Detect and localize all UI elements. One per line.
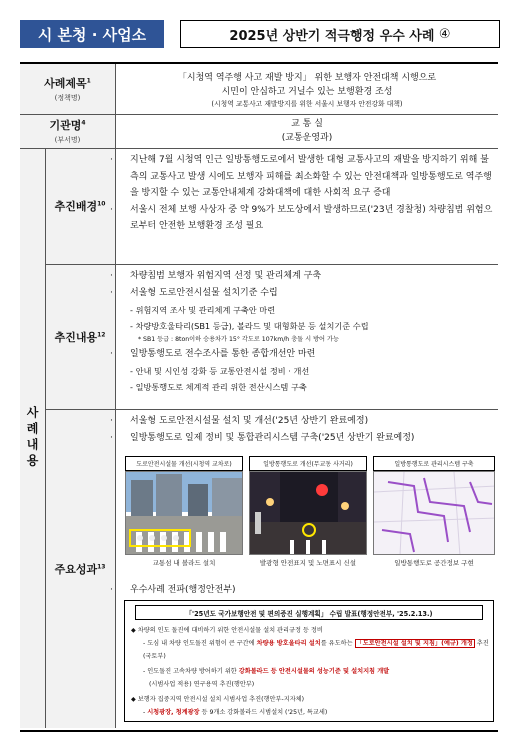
- content-bullet-1: · 차량침범 보행자 위험지역 선정 및 관리체계 구축: [120, 268, 494, 285]
- box-item-1b: - 인도돌진 고속차량 방어하기 위한 강화볼라드 등 안전시설물의 성능기준 및 설치지침 개발 (시범사업 적용) 연구용역 추진(행안부): [143, 668, 390, 688]
- photo-caption-3: 일방통행도로 관리시스템 구축: [373, 456, 495, 471]
- results-bullet-1: · 서울형 도로안전시설물 설치 및 개선('25년 상반기 완료예정): [120, 413, 496, 430]
- side-label-text: 사례내용: [25, 406, 39, 470]
- photo-sub-2: 발광형 안전표지 및 노면표시 신설: [259, 559, 357, 567]
- photo-sub-1: 교통섬 내 볼라드 설치: [152, 559, 216, 567]
- footnote-mark: 10: [97, 200, 106, 208]
- bullet-icon: ·: [110, 349, 113, 359]
- content-note: * SB1 등급 : 8ton이하 승용차가 15° 각도로 107km/h 충돌 시 방어 가능: [138, 336, 339, 343]
- content-bullet-2: · 서울형 도로안전시설물 설치기준 수립: [120, 285, 494, 302]
- bullet-icon: ·: [110, 271, 113, 281]
- footnote-mark: 13: [97, 562, 106, 570]
- ministry-plan-items: [131, 625, 489, 719]
- box-item-1: ◆ 차량의 인도 돌진에 대비하기 위한 안전시설물 설치 관리규정 등 정비: [131, 627, 323, 634]
- category-badge: 시 본청 · 사업소: [20, 20, 164, 48]
- background-bullet-2: · 서울시 전체 보행 사상자 중 약 9%가 보도상에서 발생하므로('23년 경찰청) 차량침범 위험으로부터 안전한 보행환경 조성 필요: [120, 202, 494, 235]
- diamond-icon: ◆: [131, 627, 136, 634]
- agency-dept: (교통운영과): [281, 133, 333, 143]
- results-label-text: 주요성과: [54, 562, 98, 576]
- ministry-plan-box: [124, 600, 494, 722]
- document-title-text: 2025년 상반기 적극행정 우수 사례: [229, 28, 435, 44]
- photo-map-system: [373, 471, 495, 555]
- results-bullet-2: · 일방통행도로 일제 정비 및 통합관리시스템 구축('25년 상반기 완료예정): [120, 430, 496, 447]
- photo-caption-2: 일방통행도로 개선(무교동 사거리): [249, 456, 367, 471]
- footnote-mark: 1: [86, 77, 91, 85]
- document-title: [180, 20, 500, 48]
- ministry-plan-title: 「'25년도 국가보행안전 및 편의증진 실행계획」 수립 발표(행정안전부, '25.2.13.): [135, 605, 483, 620]
- content-bullet-3: · 일방통행도로 전수조사를 통한 종합개선안 마련: [120, 346, 494, 363]
- background-label-text: 추진배경: [54, 200, 98, 213]
- box-item-2a: - 시청광장, 청계광장 등 9개소 강화볼라드 시범설치 ('25년, 특교세): [143, 709, 328, 716]
- side-label: [20, 148, 45, 728]
- results-bullets: [110, 413, 496, 447]
- agency-name: 교 통 실: [291, 119, 323, 129]
- bullet-icon: ·: [110, 433, 113, 443]
- photo-bollard-crossing: [125, 471, 243, 555]
- photo-sub-3: 일방통행도로 공간정보 구현: [394, 559, 474, 567]
- box-item-1a: - 도심 내 차량 인도돌진 위험이 큰 구간에 차량용 방호울타리 설치를 유도하는 「도로안전시설 설치 및 지침」(예규) 개정 추진(국토부): [143, 640, 489, 660]
- background-bullet-1: · 지난해 7월 시청역 인근 일방통행도로에서 발생한 대형 교통사고의 재발을 방지하기 위해 불측의 교통사고 발생 시에도 보행자 피해를 최소화할 수 있는 안전대책과 일방통행도로 역주행을 방지할 수 있는 교통안내체계 강화대책에 대한 사회적 요구 증대: [120, 152, 494, 202]
- case-title-content: [116, 66, 498, 114]
- content-content: [110, 268, 494, 395]
- results-label: [45, 409, 115, 728]
- case-title-label: [20, 64, 115, 114]
- case-title-line1: 「시청역 역주행 사고 재발 방지」 위한 보행자 안전대책 시행으로: [177, 73, 437, 83]
- bullet-icon: ·: [110, 288, 113, 298]
- footnote-mark: 4: [81, 119, 86, 127]
- background-label: [45, 148, 115, 264]
- case-title-label-text: 사례제목: [44, 77, 87, 90]
- case-table: [20, 62, 498, 732]
- case-title-label-sub: (정책명): [54, 94, 81, 102]
- agency-label-sub: (부서명): [54, 136, 81, 144]
- page-number: ④: [438, 26, 451, 42]
- background-content: [110, 152, 494, 235]
- bullet-icon: ·: [110, 416, 113, 426]
- content-dash-3: - 안내 및 시인성 강화 등 교통안전시설 정비 · 개선: [130, 366, 310, 376]
- results-bullet-3: · 우수사례 전파(행정안전부): [120, 582, 494, 598]
- footnote-mark: 12: [97, 330, 106, 338]
- case-title-line2: 시민이 안심하고 거닐수 있는 보행환경 조성: [221, 87, 393, 97]
- photo-night-street: [249, 471, 367, 555]
- content-label: [45, 264, 115, 409]
- bullet-icon: ·: [110, 155, 113, 165]
- bullet-icon: ·: [110, 585, 113, 595]
- photo-caption-1: 도로안전시설물 개선(시청역 교차로): [125, 456, 243, 471]
- agency-label-text: 기관명: [49, 119, 82, 132]
- diamond-icon: ◆: [131, 696, 136, 703]
- bullet-icon: ·: [110, 204, 113, 215]
- case-title-line3: (시청역 교통사고 재발방지를 위한 서울시 보행자 안전강화 대책): [211, 100, 403, 108]
- box-item-2: ◆ 보행자 집중지역 안전시설 설치 시범사업 추진(행안부-지자체): [131, 696, 305, 703]
- content-label-text: 추진내용: [54, 330, 98, 344]
- content-dash-1: - 위험지역 조사 및 관리체계 구축안 마련: [130, 305, 276, 315]
- content-dash-2: - 차량방호울타리(SB1 등급), 볼라드 및 대형화분 등 설치기준 수립: [130, 321, 369, 331]
- content-dash-4: - 일방통행도로 체계적 관리 위한 전산시스템 구축: [130, 382, 307, 392]
- agency-label: [20, 114, 115, 148]
- agency-content: [116, 114, 498, 148]
- photo-strip: [125, 456, 495, 576]
- column-divider: [115, 64, 116, 728]
